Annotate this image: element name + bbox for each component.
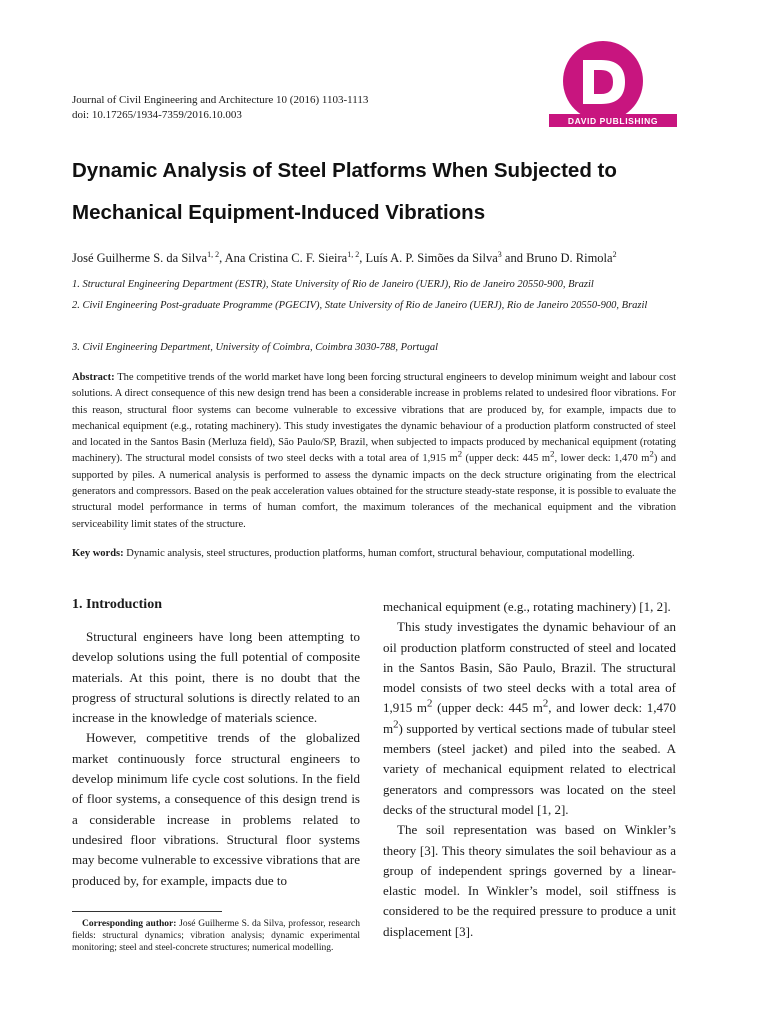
abstract-text: The competitive trends of the world market have long been forcing structural engineers to develop minimum weight and labour cost solutions. A direct consequence of this new design trend has been a considerable increase in problems related to undesired floor vibrations. For this reason, structural floor systems can become vulnerable to excessive vibrations that are produced by, for example, impacts due to mechanical equipment (e.g., rotating machinery). This study investigates the dynamic behaviour of a production platform constructed of steel and located in the Santos Basin (Merluza field), São Paulo/SP, Brazil, when subjected to impacts produced by mechanical equipment (rotating machinery). The structural model consists of two steel decks with a total area of 1,915 m [72, 372, 676, 465]
superscript: 2 [457, 448, 463, 459]
paragraph: However, competitive trends of the globalized market continuously force structural engineers to develop minimum life cycle cost solutions. In the field of floor systems, a consequence of this design trend is a considerable increase in problems related to undesired floor vibrations. Structural floor systems may become vulnerable to excessive vibrations that are produced by, for example, impacts due to [72, 730, 360, 888]
author-separator: , [359, 251, 366, 265]
section-heading: 1. Introduction [72, 597, 162, 612]
paper-title [72, 150, 712, 234]
author-name: Ana Cristina C. F. Sieira [224, 251, 348, 265]
abstract-text: , lower deck: 1,470 m [554, 453, 650, 465]
footnote-divider [72, 911, 222, 912]
journal-header [72, 93, 368, 123]
affiliation-2: 2. Civil Engineering Post-graduate Programme (PGECIV), State University of Rio de Janeiro (UERJ), Rio de Janeiro 20550-900, Brazil [72, 300, 648, 311]
affiliation-1: 1. Structural Engineering Department (ESTR), State University of Rio de Janeiro (UERJ), Rio de Janeiro 20550-900, Brazil [72, 279, 594, 290]
superscript: 2 [393, 718, 399, 731]
title-line-2: Mechanical Equipment-Induced Vibrations [72, 201, 486, 224]
paragraph-text: This study investigates the dynamic behaviour of an oil production platform constructed of steel and located in the Santos Basin, São Paulo, Brazil. The structural model consists of two steel decks with a total area of 1,915 m [383, 619, 676, 716]
title-line-1: Dynamic Analysis of Steel Platforms When Subjected to [72, 159, 617, 182]
author-affiliation-mark: 2 [612, 249, 617, 259]
affiliation-3: 3. Civil Engineering Department, University of Coimbra, Coimbra 3030-788, Portugal [72, 342, 439, 353]
author-name: José Guilherme S. da Silva [72, 251, 208, 265]
abstract [72, 370, 676, 533]
superscript: 2 [427, 698, 433, 711]
abstract-label: Abstract: [72, 372, 115, 383]
superscript: 2 [649, 448, 654, 459]
keywords [72, 546, 676, 562]
superscript: 2 [542, 698, 549, 711]
author-affiliation-mark: 1, 2 [347, 249, 360, 259]
abstract-text: (upper deck: 445 m [462, 453, 551, 465]
author-name: Bruno D. Rimola [526, 251, 613, 265]
author-name: Luís A. P. Simões da Silva [365, 251, 498, 265]
paragraph: The soil representation was based on Winkler’s theory [3]. This theory simulates the soil behaviour as a group of independent springs governed by a linear-elastic model. In Winkler’s model, soil stiffness is considered to be the required pressure to produce a unit displacement [3]. [383, 822, 676, 939]
abstract-text: ) and supported by piles. A numerical analysis is performed to assess the dynamic impacts on the deck structure originating from the electrical generators and compressors. Based on the peak acceleration values obtained for the structure steady-state response, it is possible to evaluate the structural model performance in terms of human comfort, the maximum tolerances of the mechanical equipment and the vibration serviceability limit states of the structure. [72, 453, 676, 530]
author-separator: , [219, 251, 225, 265]
keywords-text: Dynamic analysis, steel structures, production platforms, human comfort, structural behaviour, computational modelling. [123, 548, 635, 559]
author-list [72, 251, 617, 266]
david-publishing-logo [545, 38, 680, 138]
paragraph: mechanical equipment (e.g., rotating machinery) [1, 2]. [383, 599, 671, 614]
author-affiliation-mark: 3 [497, 249, 502, 259]
superscript: 2 [550, 448, 555, 459]
journal-citation: Journal of Civil Engineering and Architecture 10 (2016) 1103-1113 [72, 94, 369, 106]
author-affiliation-mark: 1, 2 [207, 249, 220, 259]
paragraph [383, 617, 676, 820]
footnote-text: José Guilherme S. da Silva, professor, research fields: structural dynamics; vibration analysis; dynamic experimental monitoring; steel and steel-concrete structures; numerical modelling. [72, 919, 360, 954]
paragraph-text: , and lower deck: 1,470 m [383, 700, 676, 736]
right-column [383, 597, 676, 942]
keywords-label: Key words: [72, 548, 124, 559]
logo-circle [563, 41, 643, 121]
paragraph-text: ) supported by vertical sections made of tubular steel members (steel jacket) and piled into the seabed. A variety of mechanical equipment related to electrical generators and compressors was located on the steel decks of the structural model [1, 2]. [383, 720, 676, 817]
logo-text: DAVID PUBLISHING [567, 116, 659, 126]
paragraph-text: (upper deck: 445 m [432, 700, 543, 716]
left-column [72, 627, 360, 891]
footnote-label: Corresponding author: [82, 919, 177, 929]
doi: doi: 10.17265/1934-7359/2016.10.003 [72, 109, 242, 121]
author-separator: and [501, 251, 527, 265]
corresponding-author-footnote [72, 918, 360, 955]
paragraph: Structural engineers have long been attempting to develop solutions using the full potential of composite materials. At this point, there is no doubt that the progress of structural solutions is directly related to an increase in the knowledge of materials science. [72, 629, 360, 726]
